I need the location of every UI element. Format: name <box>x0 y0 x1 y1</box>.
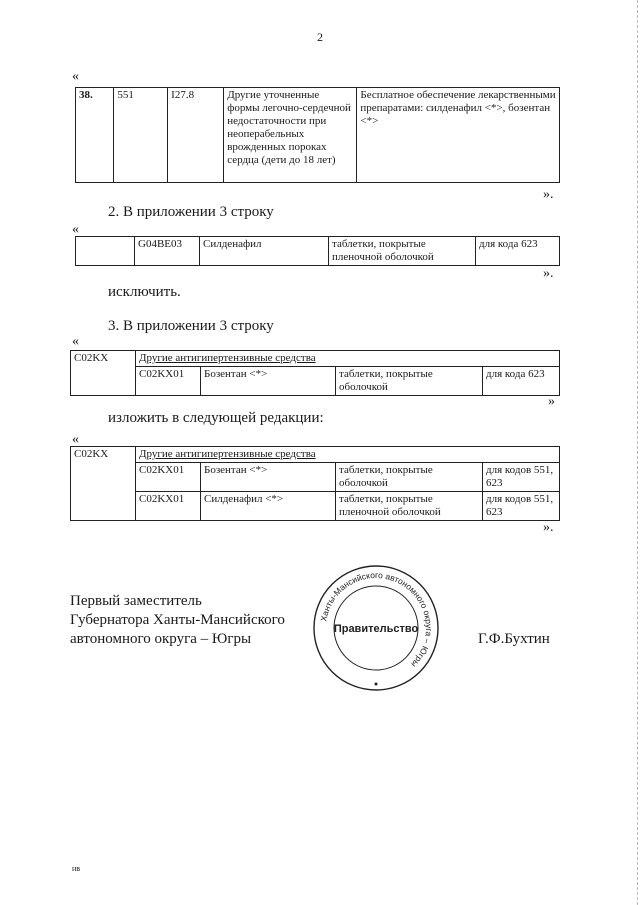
drug-form: таблетки, покрытые пленочной оболочкой <box>329 237 476 266</box>
section2-heading: 2. В приложении 3 строку <box>108 204 274 220</box>
section2-table <box>75 236 560 266</box>
table-row <box>76 88 560 183</box>
table-row <box>76 237 560 266</box>
table1-open-quote: « <box>72 69 79 84</box>
page-number: 2 <box>317 30 323 44</box>
section2-action: исключить. <box>108 284 181 300</box>
drug-form: таблетки, покрытые пленочной оболочкой <box>336 492 483 521</box>
table-row <box>71 367 560 396</box>
table1 <box>75 87 560 183</box>
row-condition: Другие уточненные формы легочно-сердечной недостаточности при неоперабельных врожденных пороках сердца (дети до 18 лет) <box>224 88 357 183</box>
stamp-ring-text: Ханты-Мансийского автономного округа – Югры <box>318 569 435 670</box>
drug-note: для кодов 551, 623 <box>483 463 560 492</box>
footer-mark: нв <box>72 864 81 873</box>
section3-heading: 3. В приложении 3 строку <box>108 318 274 334</box>
signatory-name: Г.Ф.Бухтин <box>478 631 550 647</box>
drug-code: C02KX01 <box>136 492 201 521</box>
drug-name: Бозентан <*> <box>201 463 336 492</box>
section3-open-quote: « <box>72 334 79 349</box>
drug-note: для кода 623 <box>483 367 560 396</box>
table-row <box>71 447 560 463</box>
table-row <box>71 351 560 367</box>
row-number: 38. <box>76 88 114 183</box>
row-icd: I27.8 <box>168 88 224 183</box>
group-name: Другие антигипертензивные средства <box>136 351 560 367</box>
section4-open-quote: « <box>72 432 79 447</box>
drug-name: Силденафил <box>200 237 329 266</box>
drug-name: Силденафил <*> <box>201 492 336 521</box>
section3-action: изложить в следующей редакции: <box>108 410 324 426</box>
atc-cell <box>76 237 135 266</box>
group-code: C02KX <box>71 447 136 521</box>
signature-line: Губернатора Ханты-Мансийского <box>70 612 285 628</box>
table1-close-quote: ». <box>543 187 554 202</box>
signature-line: автономного округа – Югры <box>70 631 252 647</box>
drug-code: C02KX01 <box>136 367 201 396</box>
stamp-center-text: Правительство <box>333 623 419 635</box>
section3-table <box>70 350 560 396</box>
row-code: 551 <box>114 88 168 183</box>
drug-note: для кода 623 <box>476 237 560 266</box>
table-row <box>71 492 560 521</box>
group-name: Другие антигипертензивные средства <box>136 447 560 463</box>
official-stamp <box>310 562 442 694</box>
section4-close-quote: ». <box>543 520 554 535</box>
drug-name: Бозентан <*> <box>201 367 336 396</box>
section4-table <box>70 446 560 521</box>
drug-code: C02KX01 <box>136 463 201 492</box>
section2-close-quote: ». <box>543 266 554 281</box>
signature-block <box>70 592 285 649</box>
signature-line: Первый заместитель <box>70 593 202 609</box>
row-provision: Бесплатное обеспечение лекарственными препаратами: силденафил <*>, бозентан <*> <box>357 88 560 183</box>
table-row <box>71 463 560 492</box>
drug-form: таблетки, покрытые оболочкой <box>336 367 483 396</box>
stamp-seal-icon <box>310 562 442 694</box>
group-code: C02KX <box>71 351 136 396</box>
drug-code: G04BE03 <box>135 237 200 266</box>
section2-open-quote: « <box>72 222 79 237</box>
drug-note: для кодов 551, 623 <box>483 492 560 521</box>
scan-edge-line <box>637 0 638 905</box>
section3-close-quote: » <box>548 394 555 409</box>
drug-form: таблетки, покрытые оболочкой <box>336 463 483 492</box>
